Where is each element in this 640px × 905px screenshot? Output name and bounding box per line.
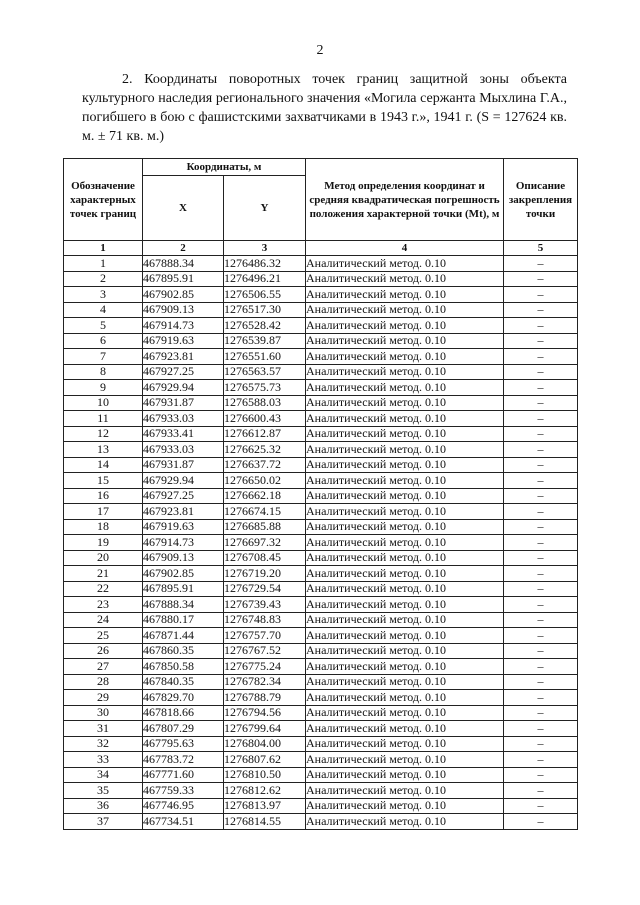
method-cell: Аналитический метод. 0.10 (306, 612, 504, 628)
table-row (64, 271, 578, 287)
x-coordinate-cell: 467923.81 (143, 349, 224, 365)
description-cell: – (504, 767, 578, 783)
description-cell: – (504, 395, 578, 411)
method-cell: Аналитический метод. 0.10 (306, 318, 504, 334)
x-coordinate-cell: 467902.85 (143, 566, 224, 582)
table-row (64, 473, 578, 489)
point-number-cell: 2 (64, 271, 143, 287)
method-cell: Аналитический метод. 0.10 (306, 426, 504, 442)
table-row (64, 426, 578, 442)
description-cell: – (504, 426, 578, 442)
point-number-cell: 24 (64, 612, 143, 628)
y-coordinate-cell: 1276625.32 (224, 442, 306, 458)
description-cell: – (504, 550, 578, 566)
y-coordinate-cell: 1276506.55 (224, 287, 306, 303)
method-cell: Аналитический метод. 0.10 (306, 364, 504, 380)
description-cell: – (504, 783, 578, 799)
point-number-cell: 22 (64, 581, 143, 597)
table-row (64, 690, 578, 706)
y-coordinate-cell: 1276539.87 (224, 333, 306, 349)
y-coordinate-cell: 1276767.52 (224, 643, 306, 659)
column-number: 4 (306, 241, 504, 256)
y-coordinate-cell: 1276685.88 (224, 519, 306, 535)
x-coordinate-cell: 467759.33 (143, 783, 224, 799)
method-cell: Аналитический метод. 0.10 (306, 659, 504, 675)
point-number-cell: 6 (64, 333, 143, 349)
y-coordinate-cell: 1276812.62 (224, 783, 306, 799)
point-number-cell: 20 (64, 550, 143, 566)
x-coordinate-cell: 467829.70 (143, 690, 224, 706)
table-row (64, 349, 578, 365)
x-coordinate-cell: 467880.17 (143, 612, 224, 628)
description-cell: – (504, 581, 578, 597)
description-cell: – (504, 256, 578, 272)
table-row (64, 302, 578, 318)
method-cell: Аналитический метод. 0.10 (306, 814, 504, 830)
header-coordinates: Координаты, м (143, 159, 306, 176)
x-coordinate-cell: 467783.72 (143, 752, 224, 768)
table-row (64, 411, 578, 427)
x-coordinate-cell: 467807.29 (143, 721, 224, 737)
method-cell: Аналитический метод. 0.10 (306, 333, 504, 349)
intro-paragraph (82, 70, 567, 146)
point-number-cell: 8 (64, 364, 143, 380)
point-number-cell: 13 (64, 442, 143, 458)
point-number-cell: 15 (64, 473, 143, 489)
y-coordinate-cell: 1276782.34 (224, 674, 306, 690)
x-coordinate-cell: 467929.94 (143, 380, 224, 396)
description-cell: – (504, 690, 578, 706)
description-cell: – (504, 411, 578, 427)
x-coordinate-cell: 467909.13 (143, 302, 224, 318)
description-cell: – (504, 798, 578, 814)
description-cell: – (504, 628, 578, 644)
description-cell: – (504, 349, 578, 365)
y-coordinate-cell: 1276810.50 (224, 767, 306, 783)
method-cell: Аналитический метод. 0.10 (306, 643, 504, 659)
method-cell: Аналитический метод. 0.10 (306, 597, 504, 613)
header-method: Метод определения координат и средняя квадратическая погрешность положения характерной точки (Mt), м (306, 159, 504, 241)
y-coordinate-cell: 1276612.87 (224, 426, 306, 442)
y-coordinate-cell: 1276575.73 (224, 380, 306, 396)
description-cell: – (504, 442, 578, 458)
y-coordinate-cell: 1276719.20 (224, 566, 306, 582)
column-number: 2 (143, 241, 224, 256)
column-number: 3 (224, 241, 306, 256)
method-cell: Аналитический метод. 0.10 (306, 550, 504, 566)
point-number-cell: 27 (64, 659, 143, 675)
description-cell: – (504, 318, 578, 334)
method-cell: Аналитический метод. 0.10 (306, 473, 504, 489)
description-cell: – (504, 302, 578, 318)
table-row (64, 798, 578, 814)
y-coordinate-cell: 1276757.70 (224, 628, 306, 644)
table-row (64, 674, 578, 690)
y-coordinate-cell: 1276729.54 (224, 581, 306, 597)
table-row (64, 581, 578, 597)
x-coordinate-cell: 467927.25 (143, 364, 224, 380)
table-row (64, 566, 578, 582)
table-row (64, 380, 578, 396)
x-coordinate-cell: 467902.85 (143, 287, 224, 303)
method-cell: Аналитический метод. 0.10 (306, 504, 504, 520)
description-cell: – (504, 674, 578, 690)
point-number-cell: 37 (64, 814, 143, 830)
table-row (64, 364, 578, 380)
x-coordinate-cell: 467919.63 (143, 333, 224, 349)
method-cell: Аналитический метод. 0.10 (306, 798, 504, 814)
method-cell: Аналитический метод. 0.10 (306, 674, 504, 690)
x-coordinate-cell: 467923.81 (143, 504, 224, 520)
y-coordinate-cell: 1276739.43 (224, 597, 306, 613)
x-coordinate-cell: 467871.44 (143, 628, 224, 644)
table-body (64, 256, 578, 830)
x-coordinate-cell: 467746.95 (143, 798, 224, 814)
x-coordinate-cell: 467933.03 (143, 442, 224, 458)
y-coordinate-cell: 1276814.55 (224, 814, 306, 830)
method-cell: Аналитический метод. 0.10 (306, 783, 504, 799)
method-cell: Аналитический метод. 0.10 (306, 721, 504, 737)
point-number-cell: 33 (64, 752, 143, 768)
description-cell: – (504, 364, 578, 380)
table-row (64, 736, 578, 752)
point-number-cell: 21 (64, 566, 143, 582)
description-cell: – (504, 597, 578, 613)
y-coordinate-cell: 1276588.03 (224, 395, 306, 411)
description-cell: – (504, 519, 578, 535)
header-y: Y (224, 176, 306, 241)
x-coordinate-cell: 467795.63 (143, 736, 224, 752)
method-cell: Аналитический метод. 0.10 (306, 287, 504, 303)
x-coordinate-cell: 467929.94 (143, 473, 224, 489)
y-coordinate-cell: 1276788.79 (224, 690, 306, 706)
point-number-cell: 12 (64, 426, 143, 442)
table-row (64, 659, 578, 675)
table-row (64, 705, 578, 721)
y-coordinate-cell: 1276486.32 (224, 256, 306, 272)
point-number-cell: 16 (64, 488, 143, 504)
y-coordinate-cell: 1276528.42 (224, 318, 306, 334)
table-row (64, 643, 578, 659)
table-row (64, 721, 578, 737)
description-cell: – (504, 333, 578, 349)
table-row (64, 597, 578, 613)
point-number-cell: 32 (64, 736, 143, 752)
y-coordinate-cell: 1276807.62 (224, 752, 306, 768)
method-cell: Аналитический метод. 0.10 (306, 566, 504, 582)
method-cell: Аналитический метод. 0.10 (306, 457, 504, 473)
method-cell: Аналитический метод. 0.10 (306, 256, 504, 272)
point-number-cell: 25 (64, 628, 143, 644)
point-number-cell: 35 (64, 783, 143, 799)
y-coordinate-cell: 1276551.60 (224, 349, 306, 365)
header-description: Описание закрепления точки (504, 159, 578, 241)
method-cell: Аналитический метод. 0.10 (306, 535, 504, 551)
y-coordinate-cell: 1276794.56 (224, 705, 306, 721)
y-coordinate-cell: 1276650.02 (224, 473, 306, 489)
page-number: 2 (316, 43, 324, 58)
point-number-cell: 14 (64, 457, 143, 473)
description-cell: – (504, 643, 578, 659)
point-number-cell: 7 (64, 349, 143, 365)
x-coordinate-cell: 467895.91 (143, 581, 224, 597)
method-cell: Аналитический метод. 0.10 (306, 752, 504, 768)
y-coordinate-cell: 1276775.24 (224, 659, 306, 675)
table-row (64, 752, 578, 768)
y-coordinate-cell: 1276662.18 (224, 488, 306, 504)
description-cell: – (504, 721, 578, 737)
coordinates-table (63, 158, 578, 830)
x-coordinate-cell: 467840.35 (143, 674, 224, 690)
x-coordinate-cell: 467933.41 (143, 426, 224, 442)
method-cell: Аналитический метод. 0.10 (306, 349, 504, 365)
column-number-row (64, 241, 578, 256)
method-cell: Аналитический метод. 0.10 (306, 690, 504, 706)
x-coordinate-cell: 467860.35 (143, 643, 224, 659)
x-coordinate-cell: 467888.34 (143, 256, 224, 272)
header-point: Обозначение характерных точек границ (64, 159, 143, 241)
x-coordinate-cell: 467914.73 (143, 535, 224, 551)
description-cell: – (504, 457, 578, 473)
point-number-cell: 29 (64, 690, 143, 706)
method-cell: Аналитический метод. 0.10 (306, 488, 504, 504)
point-number-cell: 18 (64, 519, 143, 535)
description-cell: – (504, 705, 578, 721)
description-cell: – (504, 736, 578, 752)
method-cell: Аналитический метод. 0.10 (306, 411, 504, 427)
table-row (64, 628, 578, 644)
y-coordinate-cell: 1276637.72 (224, 457, 306, 473)
x-coordinate-cell: 467931.87 (143, 395, 224, 411)
table-row (64, 256, 578, 272)
y-coordinate-cell: 1276563.57 (224, 364, 306, 380)
x-coordinate-cell: 467914.73 (143, 318, 224, 334)
point-number-cell: 30 (64, 705, 143, 721)
table-row (64, 287, 578, 303)
table-row (64, 519, 578, 535)
method-cell: Аналитический метод. 0.10 (306, 519, 504, 535)
point-number-cell: 11 (64, 411, 143, 427)
table-row (64, 395, 578, 411)
point-number-cell: 31 (64, 721, 143, 737)
table-row (64, 488, 578, 504)
column-number: 1 (64, 241, 143, 256)
point-number-cell: 28 (64, 674, 143, 690)
point-number-cell: 3 (64, 287, 143, 303)
table-row (64, 767, 578, 783)
description-cell: – (504, 504, 578, 520)
x-coordinate-cell: 467927.25 (143, 488, 224, 504)
intro-text: 2. Координаты поворотных точек границ защитной зоны объекта культурного наследия регионального значения «Могила сержанта Мыхлина Г.А., погибшего в бою с фашистскими захватчиками в 1943 г.», 1941 г. (S = 127624 кв. м. ± 71 кв. м.) (82, 72, 567, 144)
table-row (64, 814, 578, 830)
method-cell: Аналитический метод. 0.10 (306, 628, 504, 644)
x-coordinate-cell: 467919.63 (143, 519, 224, 535)
y-coordinate-cell: 1276748.83 (224, 612, 306, 628)
x-coordinate-cell: 467933.03 (143, 411, 224, 427)
header-x: X (143, 176, 224, 241)
description-cell: – (504, 488, 578, 504)
description-cell: – (504, 271, 578, 287)
x-coordinate-cell: 467818.66 (143, 705, 224, 721)
method-cell: Аналитический метод. 0.10 (306, 736, 504, 752)
description-cell: – (504, 752, 578, 768)
point-number-cell: 9 (64, 380, 143, 396)
point-number-cell: 5 (64, 318, 143, 334)
description-cell: – (504, 535, 578, 551)
method-cell: Аналитический метод. 0.10 (306, 395, 504, 411)
y-coordinate-cell: 1276804.00 (224, 736, 306, 752)
y-coordinate-cell: 1276708.45 (224, 550, 306, 566)
point-number-cell: 26 (64, 643, 143, 659)
x-coordinate-cell: 467931.87 (143, 457, 224, 473)
x-coordinate-cell: 467888.34 (143, 597, 224, 613)
y-coordinate-cell: 1276813.97 (224, 798, 306, 814)
method-cell: Аналитический метод. 0.10 (306, 271, 504, 287)
point-number-cell: 34 (64, 767, 143, 783)
y-coordinate-cell: 1276600.43 (224, 411, 306, 427)
column-number: 5 (504, 241, 578, 256)
x-coordinate-cell: 467895.91 (143, 271, 224, 287)
method-cell: Аналитический метод. 0.10 (306, 380, 504, 396)
description-cell: – (504, 566, 578, 582)
x-coordinate-cell: 467909.13 (143, 550, 224, 566)
method-cell: Аналитический метод. 0.10 (306, 705, 504, 721)
method-cell: Аналитический метод. 0.10 (306, 442, 504, 458)
method-cell: Аналитический метод. 0.10 (306, 767, 504, 783)
table-row (64, 457, 578, 473)
y-coordinate-cell: 1276496.21 (224, 271, 306, 287)
method-cell: Аналитический метод. 0.10 (306, 581, 504, 597)
point-number-cell: 19 (64, 535, 143, 551)
table-row (64, 550, 578, 566)
x-coordinate-cell: 467771.60 (143, 767, 224, 783)
y-coordinate-cell: 1276697.32 (224, 535, 306, 551)
y-coordinate-cell: 1276674.15 (224, 504, 306, 520)
table-row (64, 783, 578, 799)
y-coordinate-cell: 1276799.64 (224, 721, 306, 737)
method-cell: Аналитический метод. 0.10 (306, 302, 504, 318)
x-coordinate-cell: 467850.58 (143, 659, 224, 675)
description-cell: – (504, 612, 578, 628)
description-cell: – (504, 287, 578, 303)
table-row (64, 318, 578, 334)
point-number-cell: 4 (64, 302, 143, 318)
point-number-cell: 17 (64, 504, 143, 520)
description-cell: – (504, 473, 578, 489)
y-coordinate-cell: 1276517.30 (224, 302, 306, 318)
point-number-cell: 23 (64, 597, 143, 613)
table-row (64, 535, 578, 551)
point-number-cell: 36 (64, 798, 143, 814)
table-row (64, 612, 578, 628)
x-coordinate-cell: 467734.51 (143, 814, 224, 830)
point-number-cell: 10 (64, 395, 143, 411)
description-cell: – (504, 380, 578, 396)
description-cell: – (504, 814, 578, 830)
table-row (64, 333, 578, 349)
point-number-cell: 1 (64, 256, 143, 272)
table-row (64, 504, 578, 520)
table-row (64, 442, 578, 458)
description-cell: – (504, 659, 578, 675)
